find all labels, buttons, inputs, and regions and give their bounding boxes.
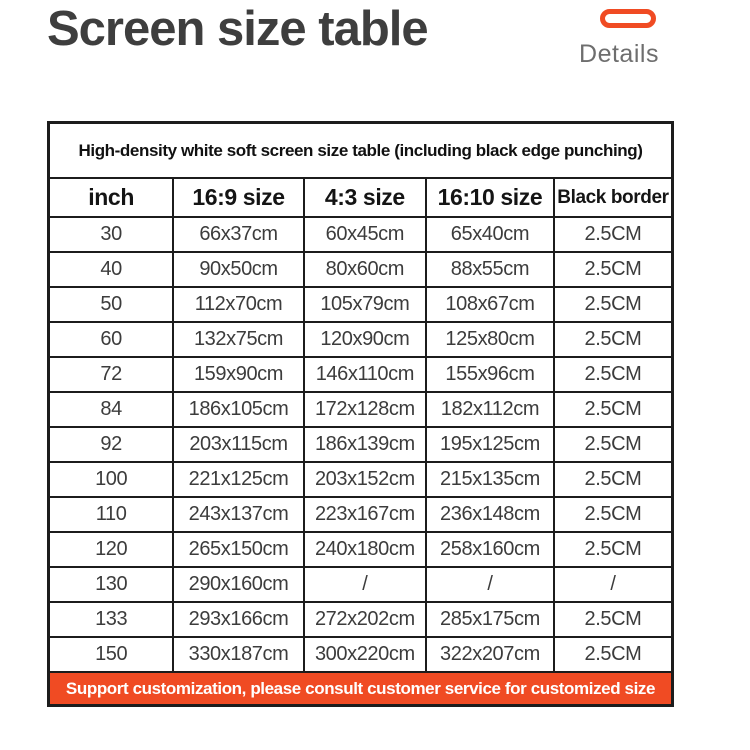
column-header: 16:10 size — [426, 178, 554, 217]
table-cell: 330x187cm — [173, 637, 303, 672]
table-row — [49, 392, 673, 427]
table-cell: 60x45cm — [304, 217, 426, 252]
table-caption-row — [49, 123, 673, 179]
table-cell: 182x112cm — [426, 392, 554, 427]
table-cell: 108x67cm — [426, 287, 554, 322]
table-cell: 125x80cm — [426, 322, 554, 357]
table-cell: 2.5CM — [554, 427, 673, 462]
table-cell: 92 — [49, 427, 174, 462]
table-cell: 66x37cm — [173, 217, 303, 252]
table-cell: 112x70cm — [173, 287, 303, 322]
table-cell: 203x152cm — [304, 462, 426, 497]
table-cell: 50 — [49, 287, 174, 322]
table-row — [49, 427, 673, 462]
table-cell: 186x139cm — [304, 427, 426, 462]
table-cell: 2.5CM — [554, 497, 673, 532]
table-cell: / — [426, 567, 554, 602]
table-cell: 322x207cm — [426, 637, 554, 672]
size-table-body — [49, 217, 673, 672]
table-cell: 2.5CM — [554, 287, 673, 322]
table-cell: 30 — [49, 217, 174, 252]
table-cell: 110 — [49, 497, 174, 532]
table-cell: 150 — [49, 637, 174, 672]
table-row — [49, 567, 673, 602]
table-cell: 236x148cm — [426, 497, 554, 532]
table-row — [49, 287, 673, 322]
table-cell: 159x90cm — [173, 357, 303, 392]
table-cell: 2.5CM — [554, 637, 673, 672]
table-cell: 285x175cm — [426, 602, 554, 637]
table-cell: 130 — [49, 567, 174, 602]
table-cell: 258x160cm — [426, 532, 554, 567]
pill-icon — [600, 9, 656, 28]
table-cell: 223x167cm — [304, 497, 426, 532]
size-table — [47, 121, 674, 707]
table-cell: / — [554, 567, 673, 602]
table-cell: 133 — [49, 602, 174, 637]
table-cell: 2.5CM — [554, 357, 673, 392]
table-cell: 120 — [49, 532, 174, 567]
table-row — [49, 322, 673, 357]
table-caption: High-density white soft screen size table (including black edge punching) — [49, 123, 673, 179]
customization-banner: Support customization, please consult customer service for customized size — [49, 672, 673, 706]
table-cell: 100 — [49, 462, 174, 497]
table-cell: / — [304, 567, 426, 602]
table-cell: 2.5CM — [554, 602, 673, 637]
table-cell: 203x115cm — [173, 427, 303, 462]
table-cell: 72 — [49, 357, 174, 392]
table-footer-row — [49, 672, 673, 706]
table-row — [49, 637, 673, 672]
table-cell: 84 — [49, 392, 174, 427]
table-cell: 240x180cm — [304, 532, 426, 567]
table-header-row — [49, 178, 673, 217]
table-cell: 265x150cm — [173, 532, 303, 567]
table-row — [49, 462, 673, 497]
table-row — [49, 602, 673, 637]
page-title: Screen size table — [47, 2, 428, 56]
table-cell: 290x160cm — [173, 567, 303, 602]
table-cell: 60 — [49, 322, 174, 357]
table-row — [49, 217, 673, 252]
table-cell: 2.5CM — [554, 392, 673, 427]
table-cell: 272x202cm — [304, 602, 426, 637]
table-row — [49, 252, 673, 287]
table-cell: 2.5CM — [554, 532, 673, 567]
table-cell: 300x220cm — [304, 637, 426, 672]
column-header: Black border — [554, 178, 673, 217]
table-cell: 195x125cm — [426, 427, 554, 462]
details-indicator — [571, 9, 667, 69]
table-cell: 293x166cm — [173, 602, 303, 637]
table-cell: 120x90cm — [304, 322, 426, 357]
table-cell: 243x137cm — [173, 497, 303, 532]
table-cell: 90x50cm — [173, 252, 303, 287]
table-cell: 172x128cm — [304, 392, 426, 427]
column-header: 16:9 size — [173, 178, 303, 217]
table-cell: 2.5CM — [554, 322, 673, 357]
table-cell: 155x96cm — [426, 357, 554, 392]
table-row — [49, 532, 673, 567]
table-cell: 186x105cm — [173, 392, 303, 427]
table-row — [49, 357, 673, 392]
table-cell: 40 — [49, 252, 174, 287]
table-cell: 105x79cm — [304, 287, 426, 322]
table-cell: 2.5CM — [554, 252, 673, 287]
table-cell: 65x40cm — [426, 217, 554, 252]
table-cell: 215x135cm — [426, 462, 554, 497]
table-cell: 146x110cm — [304, 357, 426, 392]
details-label: Details — [579, 40, 659, 68]
table-cell: 221x125cm — [173, 462, 303, 497]
column-header: inch — [49, 178, 174, 217]
table-cell: 88x55cm — [426, 252, 554, 287]
column-header: 4:3 size — [304, 178, 426, 217]
table-cell: 2.5CM — [554, 462, 673, 497]
table-cell: 80x60cm — [304, 252, 426, 287]
table-row — [49, 497, 673, 532]
table-cell: 132x75cm — [173, 322, 303, 357]
table-cell: 2.5CM — [554, 217, 673, 252]
